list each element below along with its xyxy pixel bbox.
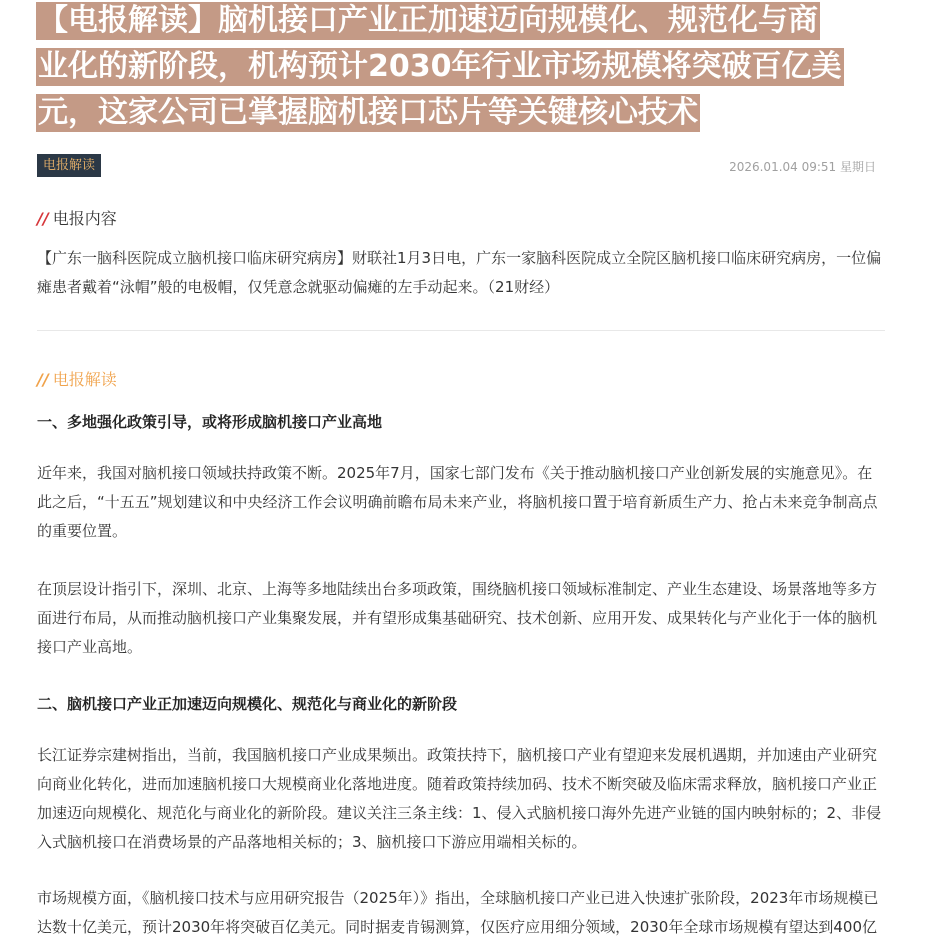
news-section-heading xyxy=(37,206,117,229)
article-title xyxy=(36,2,896,140)
slash-marker: // xyxy=(37,370,49,389)
section1-paragraph-2: 在顶层设计指引下，深圳、北京、上海等多地陆续出台多项政策，围绕脑机接口领域标准制定、产业生态建设、场景落地等多方面进行布局，从而推动脑机接口产业集聚发展，并有望形成集基础研究、技术创新、应用开发、成果转化与产业化于一体的脑机接口产业高地。 xyxy=(37,580,878,656)
interpretation-heading-label: 电报解读 xyxy=(52,370,117,389)
title-line: 【电报解读】脑机接口产业正加速迈向规模化、规范化与商 xyxy=(38,3,818,38)
interpretation-section-heading xyxy=(37,367,117,390)
category-tag[interactable]: 电报解读 xyxy=(37,154,101,177)
news-body: 【广东一脑科医院成立脑机接口临床研究病房】财联社1月3日电，广东一家脑科医院成立全院区脑机接口临床研究病房，一位偏瘫患者戴着“泳帽”般的电极帽，仅凭意念就驱动偏瘫的左手动起来。（21财经） xyxy=(37,249,882,296)
slash-marker: // xyxy=(37,209,49,228)
title-line: 元，这家公司已掌握脑机接口芯片等关键核心技术 xyxy=(38,95,698,130)
divider xyxy=(37,330,885,331)
publish-datetime: 2026.01.04 09:51 星期日 xyxy=(729,160,876,174)
section2-paragraph-1: 长江证券宗建树指出，当前，我国脑机接口产业成果频出。政策扶持下，脑机接口产业有望迎来发展机遇期，并加速由产业研究向商业化转化，进而加速脑机接口大规模商业化落地进度。随着政策持续加码、技术不断突破及临床需求释放，脑机接口产业正加速迈向规模化、规范化与商业化的新阶段。建议关注三条主线：1、侵入式脑机接口海外先进产业链的国内映射标的；2、非侵入式脑机接口在消费场景的产品落地相关标的；3、脑机接口下游应用端相关标的。 xyxy=(37,746,882,851)
section1-title: 一、多地强化政策引导，或将形成脑机接口产业高地 xyxy=(37,413,383,431)
section2-paragraph-2: 市场规模方面，《脑机接口技术与应用研究报告（2025年）》指出，全球脑机接口产业已进入快速扩张阶段，2023年市场规模已达数十亿美元，预计2030年将突破百亿美元。同时据麦肯锡测算，仅医疗应用细分领域，2030年全球市场规模有望达到400亿 xyxy=(37,889,879,936)
section2-title: 二、脑机接口产业正加速迈向规模化、规范化与商业化的新阶段 xyxy=(37,695,458,713)
title-line: 业化的新阶段，机构预计2030年行业市场规模将突破百亿美 xyxy=(38,49,842,84)
section1-paragraph-1: 近年来，我国对脑机接口领域扶持政策不断。2025年7月，国家七部门发布《关于推动脑机接口产业创新发展的实施意见》。在此之后，“十五五”规划建议和中央经济工作会议明确前瞻布局未来产业，将脑机接口置于培育新质生产力、抢占未来竞争制高点的重要位置。 xyxy=(37,464,878,540)
news-heading-label: 电报内容 xyxy=(52,209,117,228)
